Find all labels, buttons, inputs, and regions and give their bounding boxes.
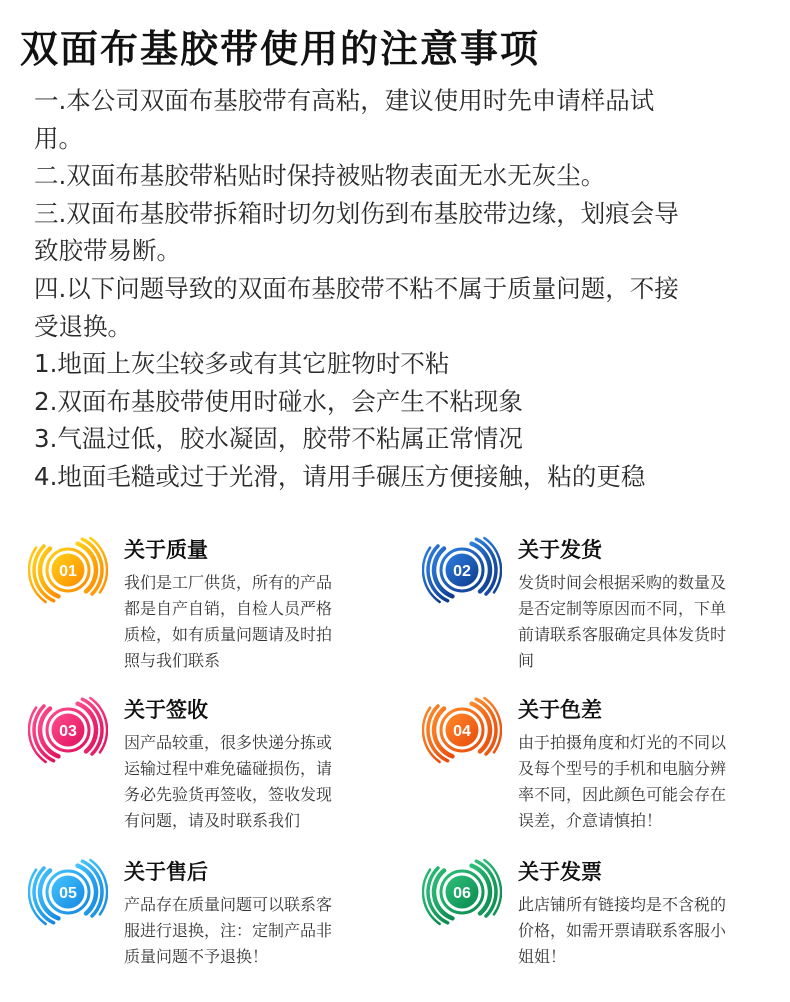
card-text-line: 都是自产自销，自检人员严格: [124, 599, 333, 618]
card-text: [124, 892, 332, 970]
number-badge-icon: [28, 530, 108, 610]
badge-number: 01: [59, 563, 77, 580]
card-text-line: 有问题，请及时联系我们: [124, 811, 301, 830]
card-title: 关于售后: [124, 860, 208, 884]
note-line: 一.本公司双面布基胶带有高粘，建议使用时先申请样品试: [34, 86, 655, 115]
info-card-color-difference: [422, 690, 790, 840]
note-line: 二.双面布基胶带粘贴时保持被贴物表面无水无灰尘。: [34, 161, 606, 191]
card-title: 关于质量: [124, 538, 208, 562]
card-text-line: 我们是工厂供货，所有的产品: [124, 573, 333, 592]
info-card-after-sales: [28, 852, 408, 1002]
card-title: 关于签收: [124, 698, 208, 722]
note-line: 4.地面毛糙或过于光滑，请用手碾压方便接触，粘的更稳: [34, 461, 646, 491]
note-line: 致胶带易断。: [34, 236, 181, 266]
card-text: [518, 892, 726, 970]
card-text: [124, 570, 332, 674]
card-title: 关于色差: [518, 698, 602, 722]
card-text-line: 服进行退换，注：定制产品非: [124, 921, 333, 940]
number-badge-icon: [422, 690, 502, 770]
card-text-line: 前请联系客服确定具体发货时: [518, 625, 727, 644]
number-badge-icon: [422, 530, 502, 610]
note-line: 1.地面上灰尘较多或有其它脏物时不粘: [34, 349, 450, 379]
badge-number: 04: [453, 723, 471, 740]
number-badge-icon: [422, 852, 502, 932]
card-text-line: 此店铺所有链接均是不含税的: [518, 895, 727, 914]
info-card-quality: [28, 530, 408, 680]
card-text: [518, 730, 726, 834]
info-card-receipt: [28, 690, 408, 840]
card-text-line: 务必先验货再签收，签收发现: [124, 785, 333, 804]
badge-number: 05: [59, 885, 77, 902]
card-text-line: 及每个型号的手机和电脑分辨: [518, 759, 727, 778]
card-text-line: 质检，如有质量问题请及时拍: [124, 625, 333, 644]
badge-number: 03: [59, 723, 77, 740]
card-text-line: 由于拍摄角度和灯光的不同以: [518, 733, 727, 752]
card-text-line: 价格，如需开票请联系客服小: [518, 921, 727, 940]
note-line: 三.双面布基胶带拆箱时切勿划伤到布基胶带边缘，划痕会导: [34, 198, 679, 228]
card-text-line: 照与我们联系: [124, 651, 221, 670]
card-text-line: 质量问题不予退换！: [124, 947, 269, 966]
notes-section: [34, 82, 774, 496]
card-text: [518, 570, 726, 674]
card-title: 关于发票: [518, 860, 602, 884]
card-title: 关于发货: [518, 538, 602, 562]
page-title: 双面布基胶带使用的注意事项: [20, 27, 541, 71]
card-text-line: 误差，介意请慎拍！: [518, 811, 663, 830]
note-line: 用。: [34, 123, 83, 153]
card-text-line: 发货时间会根据采购的数量及: [518, 573, 727, 592]
card-text-line: 间: [518, 651, 535, 670]
card-text-line: 运输过程中难免磕碰损伤，请: [124, 759, 333, 778]
card-text-line: 姐姐！: [518, 947, 567, 966]
note-line: 3.气温过低，胶水凝固，胶带不粘属正常情况: [34, 424, 523, 454]
note-line: 四.以下问题导致的双面布基胶带不粘不属于质量问题，不接: [34, 273, 679, 303]
badge-number: 06: [453, 885, 471, 902]
info-card-invoice: [422, 852, 790, 1002]
number-badge-icon: [28, 690, 108, 770]
card-text-line: 率不同，因此颜色可能会存在: [518, 785, 727, 804]
note-line: 2.双面布基胶带使用时碰水，会产生不粘现象: [34, 386, 523, 416]
note-line: 受退换。: [34, 311, 132, 341]
info-card-shipping: [422, 530, 790, 680]
card-text-line: 因产品较重，很多快递分拣或: [124, 733, 333, 752]
card-text-line: 是否定制等原因而不同，下单: [518, 599, 727, 618]
card-text-line: 产品存在质量问题可以联系客: [124, 895, 333, 914]
number-badge-icon: [28, 852, 108, 932]
badge-number: 02: [453, 563, 471, 580]
card-text: [124, 730, 332, 834]
